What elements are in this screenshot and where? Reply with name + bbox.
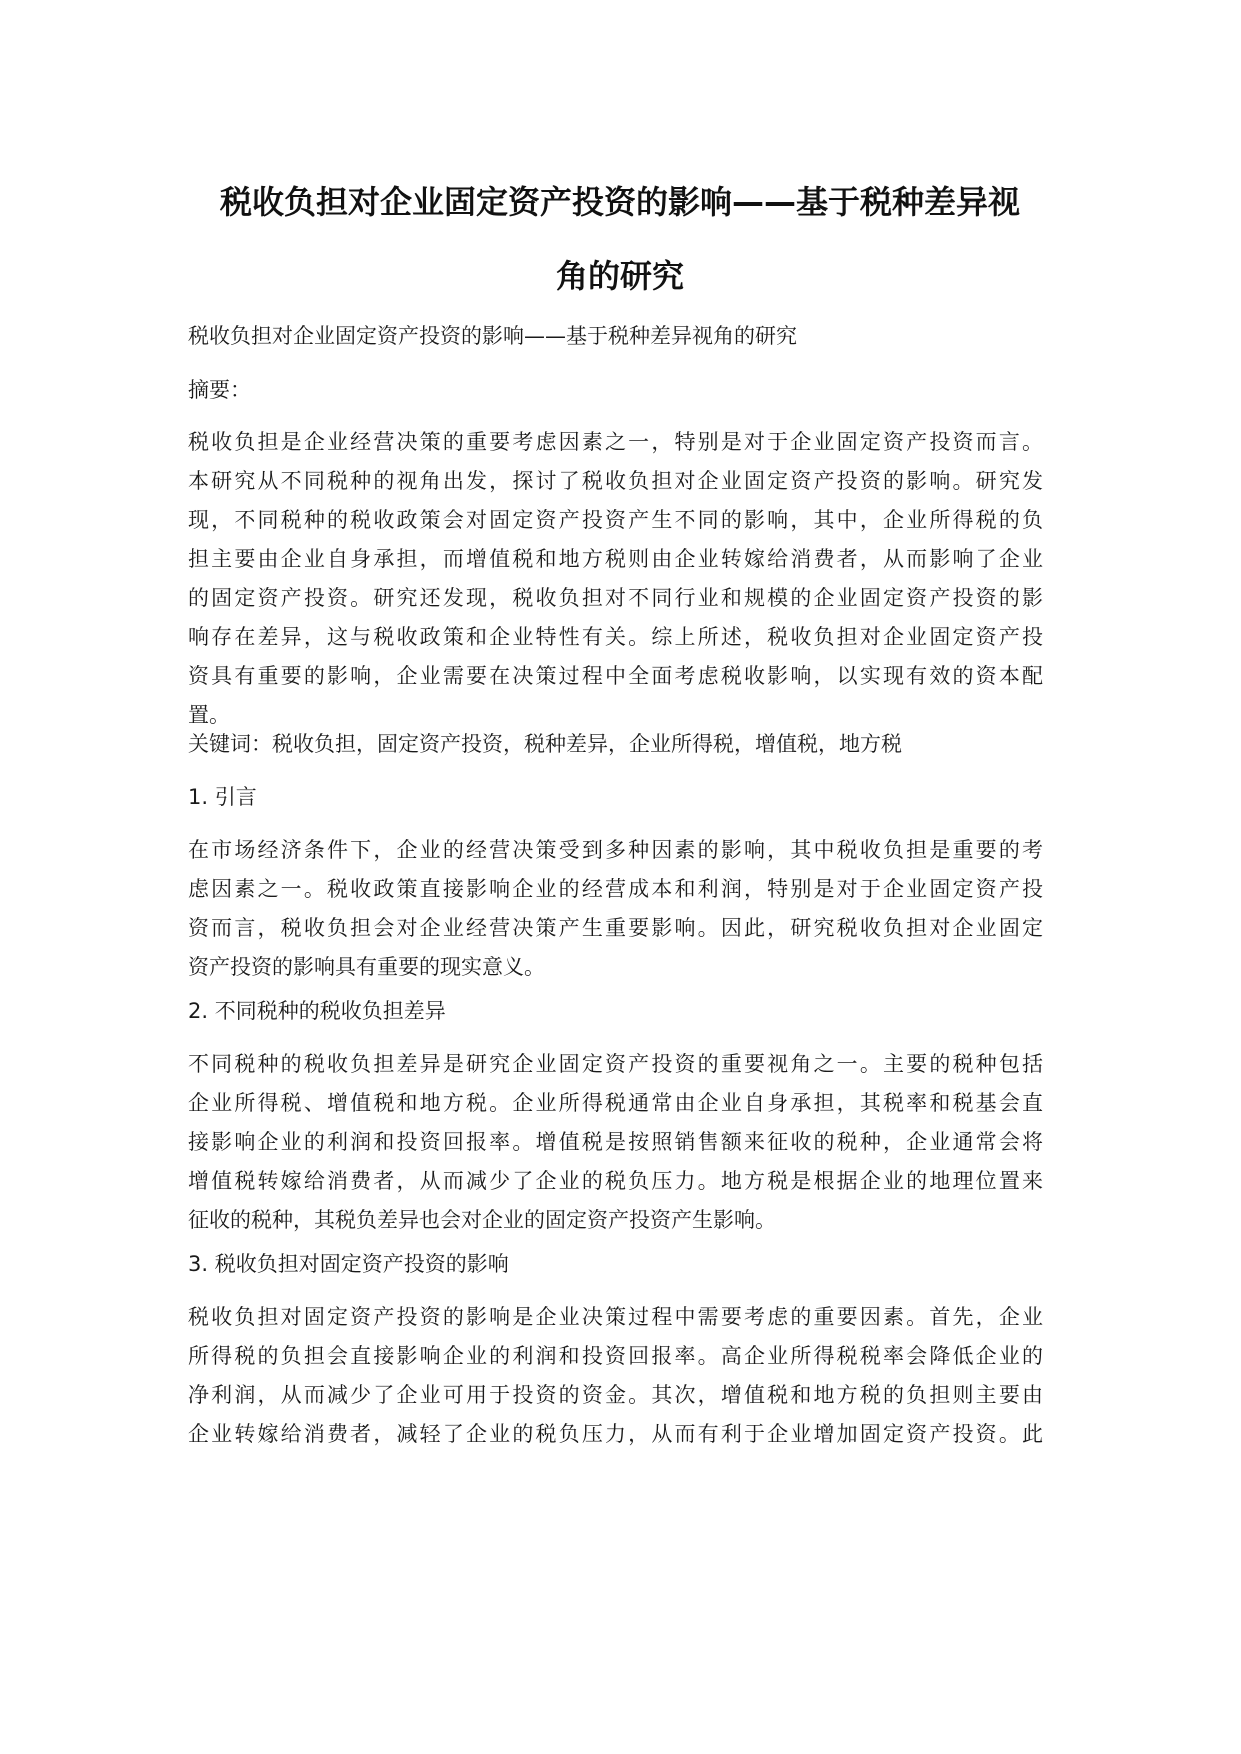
section-2-line: 企业所得税、增值税和地方税。企业所得税通常由企业自身承担，其税率和税基会直: [188, 1091, 1043, 1115]
document-title-line-2: 角的研究: [555, 257, 684, 295]
section-1-line: 资而言，税收负担会对企业经营决策产生重要影响。因此，研究税收负担对企业固定: [188, 916, 1043, 940]
section-3-paragraph: [188, 1303, 1043, 1459]
abstract-paragraph: [188, 428, 1043, 740]
section-3-heading: 3. 税收负担对固定资产投资的影响: [188, 1252, 509, 1276]
section-2-heading: 2. 不同税种的税收负担差异: [188, 999, 446, 1023]
section-2-paragraph: [188, 1050, 1043, 1245]
section-3-line: 净利润，从而减少了企业可用于投资的资金。其次，增值税和地方税的负担则主要由: [188, 1383, 1043, 1407]
section-3-line: 企业转嫁给消费者，减轻了企业的税负压力，从而有利于企业增加固定资产投资。此: [188, 1422, 1043, 1446]
section-1-paragraph: [188, 836, 1043, 992]
abstract-line: 税收负担是企业经营决策的重要考虑因素之一，特别是对于企业固定资产投资而言。: [188, 430, 1043, 454]
document-title-line-1: 税收负担对企业固定资产投资的影响——基于税种差异视: [219, 183, 1020, 221]
abstract-line: 置。: [188, 703, 230, 727]
abstract-line: 资具有重要的影响，企业需要在决策过程中全面考虑税收影响，以实现有效的资本配: [188, 664, 1043, 688]
section-2-line: 征收的税种，其税负差异也会对企业的固定资产投资产生影响。: [188, 1208, 776, 1232]
abstract-line: 的固定资产投资。研究还发现，税收负担对不同行业和规模的企业固定资产投资的影: [188, 586, 1043, 610]
document-subtitle: 税收负担对企业固定资产投资的影响——基于税种差异视角的研究: [188, 324, 797, 348]
abstract-heading: 摘要：: [188, 378, 251, 402]
abstract-line: 响存在差异，这与税收政策和企业特性有关。综上所述，税收负担对企业固定资产投: [188, 625, 1043, 649]
section-1-line: 虑因素之一。税收政策直接影响企业的经营成本和利润，特别是对于企业固定资产投: [188, 877, 1043, 901]
section-1-heading: 1. 引言: [188, 785, 257, 809]
abstract-line: 担主要由企业自身承担，而增值税和地方税则由企业转嫁给消费者，从而影响了企业: [188, 547, 1043, 571]
section-3-line: 税收负担对固定资产投资的影响是企业决策过程中需要考虑的重要因素。首先，企业: [188, 1305, 1043, 1329]
keywords-line: 关键词：税收负担，固定资产投资，税种差异，企业所得税，增值税，地方税: [188, 732, 902, 756]
section-2-line: 不同税种的税收负担差异是研究企业固定资产投资的重要视角之一。主要的税种包括: [188, 1052, 1043, 1076]
abstract-line: 本研究从不同税种的视角出发，探讨了税收负担对企业固定资产投资的影响。研究发: [188, 469, 1043, 493]
section-2-line: 增值税转嫁给消费者，从而减少了企业的税负压力。地方税是根据企业的地理位置来: [188, 1169, 1043, 1193]
section-1-line: 资产投资的影响具有重要的现实意义。: [188, 955, 545, 979]
section-1-line: 在市场经济条件下，企业的经营决策受到多种因素的影响，其中税收负担是重要的考: [188, 838, 1043, 862]
section-2-line: 接影响企业的利润和投资回报率。增值税是按照销售额来征收的税种，企业通常会将: [188, 1130, 1043, 1154]
section-3-line: 所得税的负担会直接影响企业的利润和投资回报率。高企业所得税税率会降低企业的: [188, 1344, 1043, 1368]
abstract-line: 现，不同税种的税收政策会对固定资产投资产生不同的影响，其中，企业所得税的负: [188, 508, 1043, 532]
